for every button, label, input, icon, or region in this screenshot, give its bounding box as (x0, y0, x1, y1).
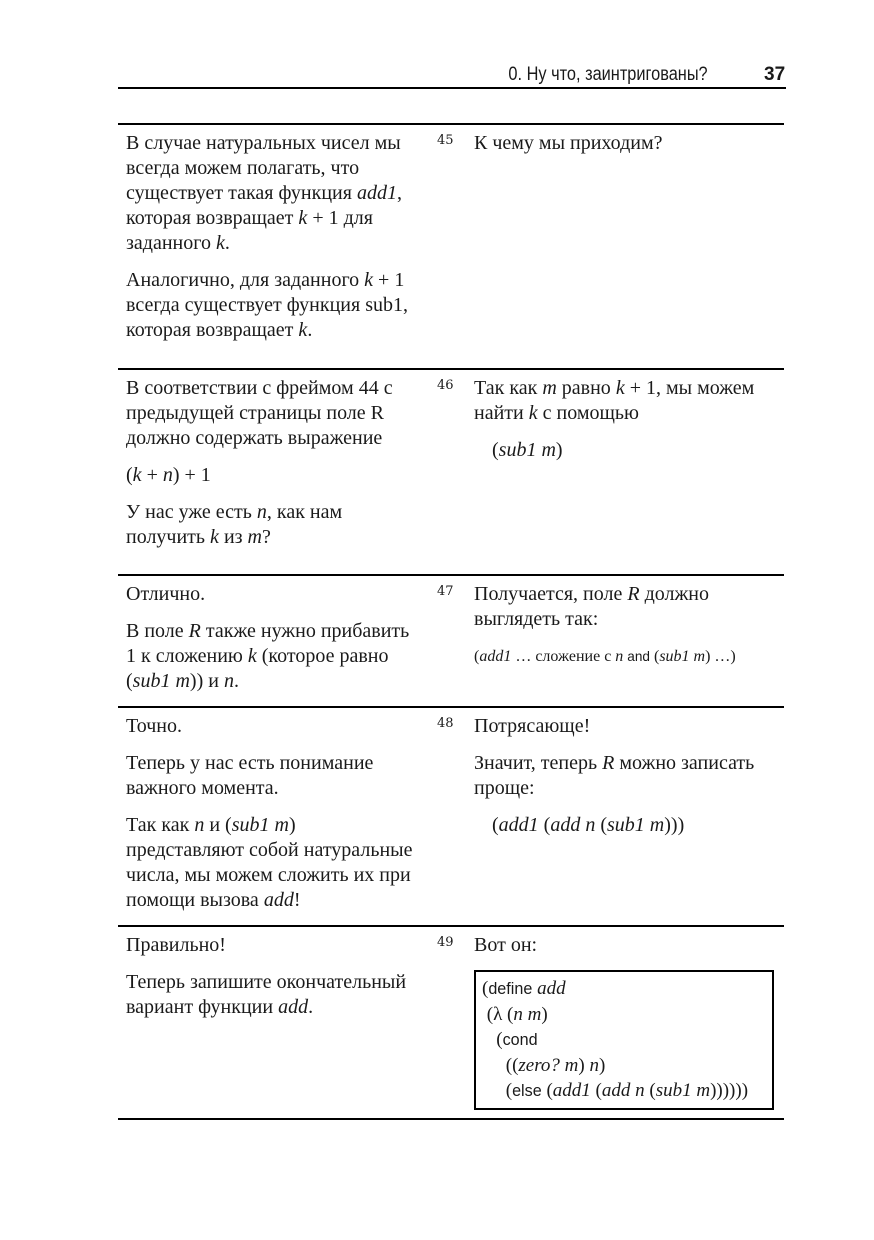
paragraph (474, 714, 784, 739)
frame-row (118, 927, 784, 1120)
text-span: ))) (664, 814, 685, 836)
answer-column (474, 370, 784, 475)
code-line (482, 1002, 766, 1027)
paragraph (126, 131, 418, 256)
question-column (118, 927, 418, 1032)
text-span: , которая возвращает (126, 182, 402, 229)
italic-text: n (589, 1055, 599, 1076)
italic-text: sub1 m (498, 439, 556, 461)
question-column (118, 125, 418, 355)
frame-row (118, 370, 784, 576)
text-span: . (308, 996, 314, 1018)
text-span: ( (482, 1080, 513, 1101)
italic-text: R (602, 752, 615, 774)
frame-row (118, 125, 784, 370)
italic-text: m (542, 377, 557, 399)
paragraph (126, 463, 418, 488)
answer-column (474, 708, 784, 850)
text-span: . (224, 232, 230, 254)
text-span: ( (644, 1080, 656, 1101)
text-span: (( (482, 1055, 519, 1076)
text-span: Теперь запишите окончательный вариант функции (126, 971, 407, 1018)
italic-text: add1 (552, 1080, 591, 1101)
frame-number: 45 (437, 133, 454, 148)
text-span: Теперь у нас есть понимание важного момента. (126, 752, 374, 799)
code-line (482, 1053, 766, 1078)
text-span: Аналогично, для заданного (126, 269, 365, 291)
text-span: Получается, поле (474, 583, 628, 605)
text-span: + (141, 464, 163, 486)
text-span: ( (482, 978, 489, 999)
italic-text: n (615, 648, 624, 665)
text-span: (которое равно ( (126, 645, 389, 692)
text-span: должно выглядеть так: (474, 583, 709, 630)
text-span: ) (541, 1004, 548, 1025)
text-span: )))))) (710, 1080, 749, 1101)
italic-text: sub1 m (132, 670, 190, 692)
text-span: ( (492, 814, 499, 836)
frame-number: 47 (437, 584, 454, 599)
paragraph (126, 813, 418, 913)
italic-text: k (615, 377, 625, 399)
paragraph (474, 131, 784, 156)
frames-table (118, 123, 784, 1120)
paragraph (126, 376, 418, 451)
text-span: К чему мы приходим? (474, 132, 663, 154)
text-span: ( (538, 814, 551, 836)
paragraph (126, 619, 418, 694)
header-rule (118, 87, 786, 89)
italic-text: m (247, 526, 262, 548)
answer-column (474, 927, 784, 1118)
italic-text: sub1 m (659, 648, 706, 665)
italic-text: k (215, 232, 225, 254)
code-box (474, 970, 774, 1110)
frame-number: 48 (437, 716, 454, 731)
text-span: ? (262, 526, 271, 548)
question-column (118, 708, 418, 925)
paragraph (126, 268, 418, 343)
text-span: Потрясающе! (474, 715, 591, 737)
italic-text: k (364, 269, 374, 291)
text-span: ( (492, 439, 499, 461)
text-span: ) (598, 1055, 606, 1076)
chapter-title: 0. Ну что, заинтригованы? (508, 64, 708, 85)
paragraph (474, 582, 784, 632)
keyword-text: else (512, 1082, 542, 1100)
text-span: ( (474, 648, 480, 665)
text-span: ) (578, 1055, 590, 1076)
paragraph (126, 970, 418, 1020)
code-expression (474, 438, 784, 463)
italic-text: k (210, 526, 219, 548)
text-span: ( (590, 1080, 602, 1101)
page-number: 37 (764, 64, 786, 85)
frame-number: 49 (437, 935, 454, 950)
paragraph (126, 714, 418, 739)
italic-text: add (263, 889, 294, 911)
text-span: ( (126, 464, 133, 486)
text-span: . (233, 670, 239, 692)
text-span: Так как (126, 814, 195, 836)
frame-row (118, 708, 784, 927)
text-span: ) …) (705, 648, 736, 665)
text-span: можно записать проще: (474, 752, 755, 799)
paragraph (474, 933, 784, 958)
question-column (118, 576, 418, 706)
text-span: )) и (189, 670, 224, 692)
italic-text: zero? m (518, 1055, 579, 1076)
keyword-text: and (627, 649, 650, 664)
italic-text: n m (513, 1004, 542, 1025)
code-expression (474, 644, 784, 669)
question-column (118, 370, 418, 562)
italic-text: n (194, 814, 205, 836)
answer-column (474, 125, 784, 168)
frame-row (118, 576, 784, 708)
text-span: ( (482, 1029, 503, 1050)
text-span: Значит, теперь (474, 752, 603, 774)
italic-text: k (528, 402, 538, 424)
paragraph (126, 582, 418, 607)
text-span: ) (555, 439, 563, 461)
italic-text: R (627, 583, 640, 605)
text-span: + 1 для заданного (126, 207, 373, 254)
italic-text: n (256, 501, 267, 523)
keyword-text: cond (502, 1031, 538, 1049)
paragraph (126, 751, 418, 801)
italic-text: sub1 m (607, 814, 665, 836)
text-span: ) + 1 (172, 464, 211, 486)
text-span: Отлично. (126, 583, 206, 605)
paragraph (474, 376, 784, 426)
italic-text: sub1 m (655, 1080, 711, 1101)
text-span: ( (649, 648, 660, 665)
italic-text: k (247, 645, 257, 667)
text-span: и ( (204, 814, 232, 836)
text-span: с помощью (537, 402, 639, 424)
text-span: + 1, мы можем найти (474, 377, 755, 424)
italic-text: n (223, 670, 234, 692)
italic-text: k (298, 207, 308, 229)
text-span: ( (541, 1080, 553, 1101)
paragraph (126, 933, 418, 958)
text-span: равно (556, 377, 616, 399)
text-span: ! (293, 889, 301, 911)
text-span: В соответствии с фреймом 44 с предыдущей страницы поле R должно содержать выражение (126, 377, 393, 449)
frame-number: 46 (437, 378, 454, 393)
italic-text: add n (550, 814, 596, 836)
text-span: ( (595, 814, 608, 836)
text-span: + 1 всегда существует функция sub1, которая возвращает (126, 269, 408, 341)
paragraph (126, 500, 418, 550)
keyword-text: define (488, 980, 533, 998)
text-span: У нас уже есть (126, 501, 257, 523)
text-span: из (218, 526, 248, 548)
text-span: . (307, 319, 313, 341)
text-span: Вот он: (474, 934, 538, 956)
italic-text: add (278, 996, 309, 1018)
text-span: Точно. (126, 715, 182, 737)
code-line (482, 976, 766, 1002)
code-line (482, 1078, 766, 1104)
italic-text: add n (601, 1080, 645, 1101)
text-span: Правильно! (126, 934, 226, 956)
code-line (482, 1027, 766, 1053)
italic-text: add1 (498, 814, 539, 836)
text-span: В случае натуральных чисел мы всегда можем полагать, что существует такая функция (126, 132, 401, 204)
text-span: Так как (474, 377, 543, 399)
text-span: В поле (126, 620, 189, 642)
italic-text: k (132, 464, 142, 486)
italic-text: add1 (479, 648, 512, 665)
text-span: , как нам получить (126, 501, 343, 548)
italic-text: add (537, 978, 566, 999)
paragraph (474, 751, 784, 801)
italic-text: n (162, 464, 173, 486)
code-expression (474, 813, 784, 838)
italic-text: k (298, 319, 308, 341)
text-span: (λ ( (482, 1004, 514, 1025)
italic-text: add1 (356, 182, 397, 204)
italic-text: R (188, 620, 201, 642)
text-span: … сложение с (511, 648, 616, 665)
answer-column (474, 576, 784, 681)
italic-text: sub1 m (231, 814, 289, 836)
text-span: также нужно прибавить 1 к сложению (126, 620, 410, 667)
text-span: ) представляют собой натуральные числа, мы можем сложить их при помощи вызова (126, 814, 413, 911)
